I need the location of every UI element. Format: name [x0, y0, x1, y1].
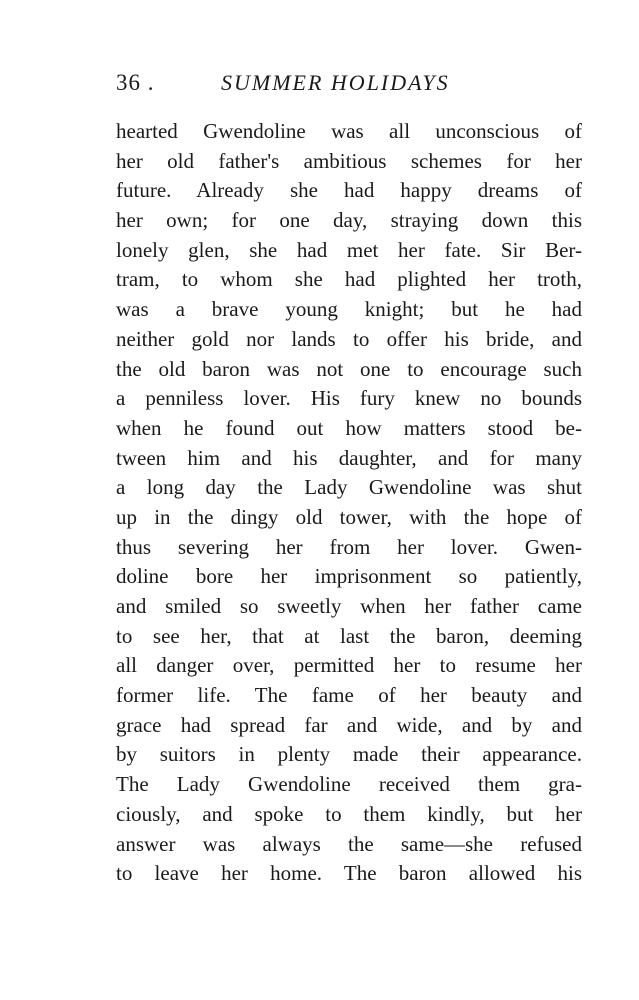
- text-line: future. Already she had happy dreams of: [116, 178, 582, 203]
- text-line: all danger over, permitted her to resume her: [116, 653, 582, 678]
- text-line: doline bore her imprisonment so patiently,: [116, 564, 582, 589]
- text-line: her own; for one day, straying down this: [116, 208, 582, 233]
- text-line: ciously, and spoke to them kindly, but her: [116, 801, 582, 826]
- page-number-value: 36: [116, 70, 141, 95]
- text-line: thus severing her from her lover. Gwen-: [116, 534, 582, 559]
- page-number-separator: .: [147, 70, 155, 95]
- text-line: was a brave young knight; but he had: [116, 297, 582, 322]
- text-line: by suitors in plenty made their appearance.: [116, 742, 582, 767]
- text-line: hearted Gwendoline was all unconscious of: [116, 119, 582, 143]
- text-line: The Lady Gwendoline received them gra-: [116, 772, 582, 797]
- text-line: to leave her home. The baron allowed his: [116, 861, 582, 886]
- text-line: a penniless lover. His fury knew no bounds: [116, 386, 582, 411]
- text-line: former life. The fame of her beauty and: [116, 683, 582, 708]
- text-line: neither gold nor lands to offer his bride, and: [116, 326, 582, 351]
- text-line: and smiled so sweetly when her father came: [116, 594, 582, 618]
- text-line: tween him and his daughter, and for many: [116, 445, 582, 470]
- text-line: a long day the Lady Gwendoline was shut: [116, 475, 582, 500]
- text-line: when he found out how matters stood be-: [116, 415, 582, 440]
- text-line: up in the dingy old tower, with the hope of: [116, 504, 582, 529]
- text-line: to see her, that at last the baron, deeming: [116, 623, 582, 648]
- running-title: SUMMER HOLIDAYS: [221, 70, 450, 95]
- text-line: tram, to whom she had plighted her troth,: [116, 267, 582, 292]
- body-text: [116, 117, 582, 889]
- text-line: grace had spread far and wide, and by and: [116, 712, 582, 737]
- text-line: the old baron was not one to encourage such: [116, 356, 582, 381]
- text-line: answer was always the same—she refused: [116, 831, 582, 856]
- running-head: [116, 70, 582, 104]
- text-line: her old father's ambitious schemes for her: [116, 148, 582, 173]
- page-number: [116, 70, 155, 96]
- text-line: lonely glen, she had met her fate. Sir Ber-: [116, 237, 582, 262]
